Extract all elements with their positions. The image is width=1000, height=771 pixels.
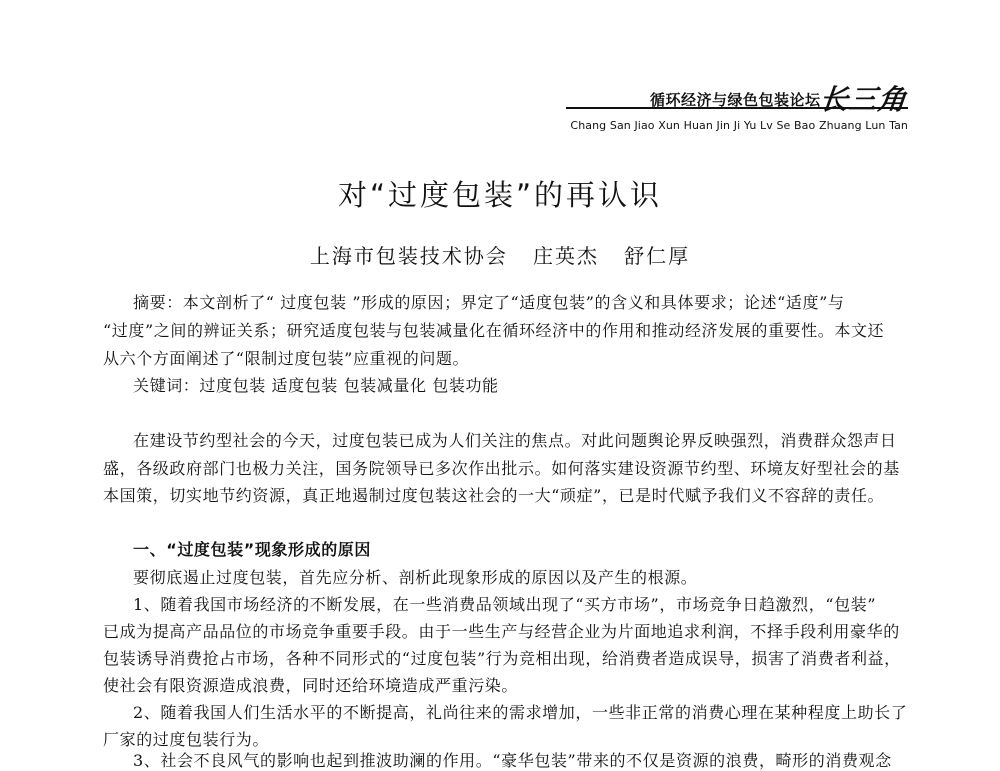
section-line: 已成为提高产品品位的市场竞争重要手段。由于一些生产与经营企业为片面地追求利润，不择手段利用豪华的 bbox=[103, 622, 900, 641]
section-line: 要彻底遏止过度包装，首先应分析、剖析此现象形成的原因以及产生的根源。 bbox=[133, 568, 698, 587]
section-line: 1、随着我国市场经济的不断发展，在一些消费品领域出现了“买方市场”，市场竞争日趋激烈，“包装” bbox=[133, 595, 877, 614]
intro-line: 盛，各级政府部门也极力关注，国务院领导已多次作出批示。如何落实建设资源节约型、环境友好型社会的基 bbox=[103, 459, 900, 478]
section-line: 使社会有限资源造成浪费，同时还给环境造成严重污染。 bbox=[103, 676, 519, 695]
abstract-line: 从六个方面阐述了“限制过度包装”应重视的问题。 bbox=[103, 349, 470, 368]
journal-title: 循环经济与绿色包装论坛 bbox=[650, 91, 821, 109]
section-line-partial: 3、社会不良风气的影响也起到推波助澜的作用。“豪华包装”带来的不仅是资源的浪费，畸形的消费观念 bbox=[133, 751, 892, 770]
section-heading: 一、“过度包装”现象形成的原因 bbox=[133, 540, 372, 559]
section-line: 包装诱导消费抢占市场，各种不同形式的“过度包装”行为竞相出现，给消费者造成误导，损害了消费者利益， bbox=[103, 649, 901, 668]
article-title: 对“过度包装”的再认识 bbox=[337, 178, 663, 212]
keywords: 关键词：过度包装 适度包装 包装减量化 包装功能 bbox=[133, 376, 499, 395]
section-line: 2、随着我国人们生活水平的不断提高，礼尚往来的需求增加，一些非正常的消费心理在某种程度上助长了 bbox=[133, 703, 908, 722]
intro-line: 在建设节约型社会的今天，过度包装已成为人们关注的焦点。对此问题舆论界反映强烈，消费群众怨声日 bbox=[133, 431, 897, 450]
journal-pinyin: Chang San Jiao Xun Huan Jin Ji Yu Lv Se Bao Zhuang Lun Tan bbox=[570, 119, 908, 132]
journal-logo: 长三角 bbox=[818, 83, 909, 116]
intro-line: 本国策，切实地节约资源，真正地遏制过度包装这社会的一大“顽症”，已是时代赋予我们义不容辞的责任。 bbox=[103, 486, 885, 505]
abstract-line: 摘要：本文剖析了“ 过度包装 ”形成的原因；界定了“适度包装”的含义和具体要求；论述“适度”与 bbox=[133, 293, 845, 312]
clipped-line-wrapper bbox=[0, 748, 1000, 770]
abstract-line: “过度”之间的辨证关系；研究适度包装与包装减量化在循环经济中的作用和推动经济发展的重要性。本文还 bbox=[103, 321, 885, 340]
header-rule bbox=[566, 107, 908, 109]
section-line: 厂家的过度包装行为。 bbox=[103, 730, 270, 749]
article-authors: 上海市包装技术协会 庄英杰 舒仁厚 bbox=[309, 244, 691, 268]
